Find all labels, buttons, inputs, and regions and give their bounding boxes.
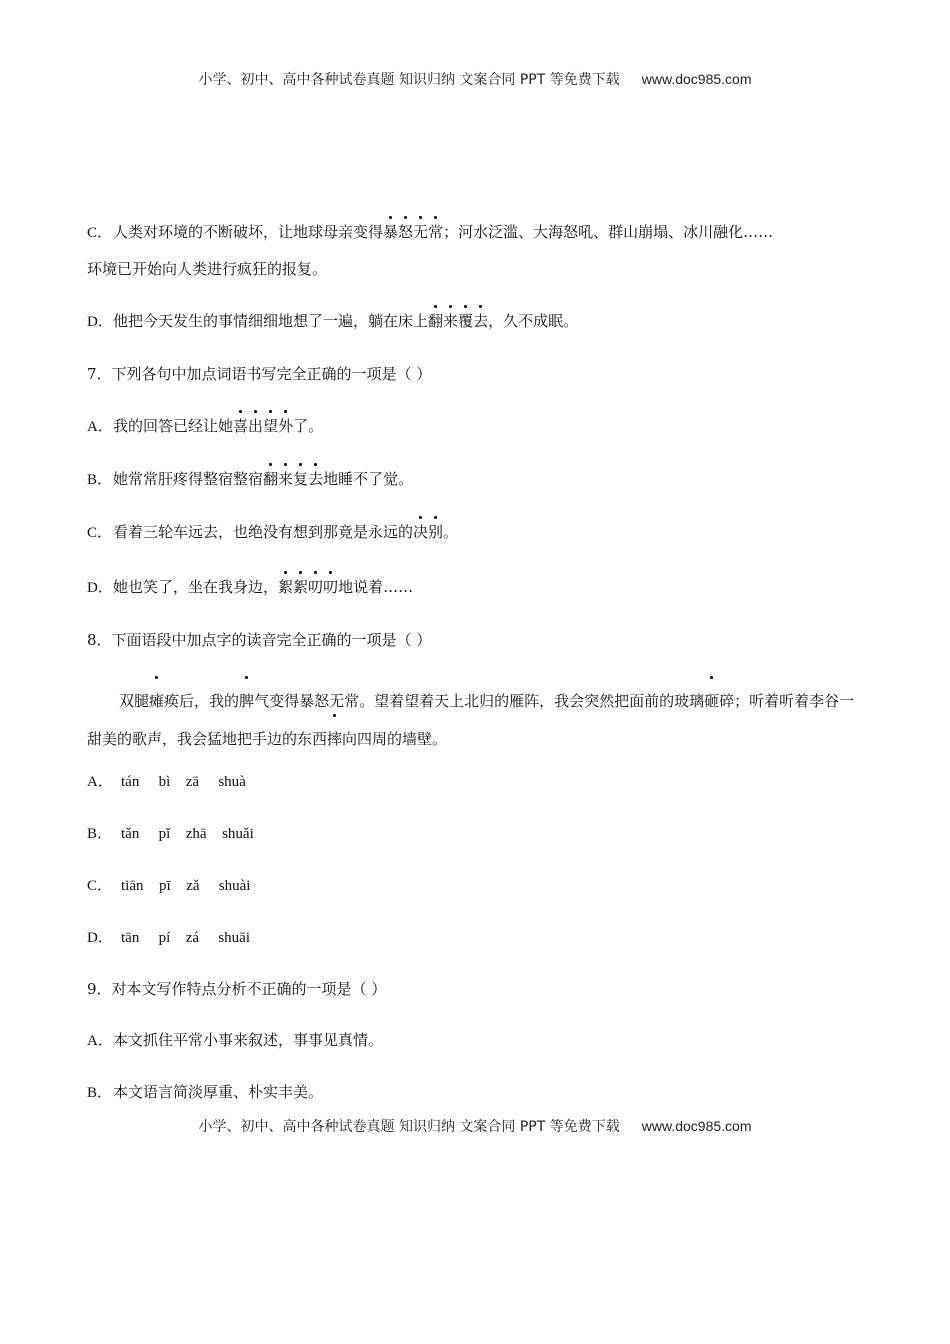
dotted-char: 叨 <box>308 578 324 596</box>
dotted-char: 瘫 <box>149 682 164 720</box>
dotted-char: 决 <box>413 523 429 541</box>
passage-text: 向四周的墙壁。 <box>342 730 448 748</box>
pinyin-reading: pī <box>159 878 171 894</box>
option-text: 本文抓住平常小事来叙述，事事见真情。 <box>113 1031 384 1049</box>
option-label: D． <box>87 314 113 330</box>
option-text: 她常常肝疼得整宿整宿 <box>113 470 264 488</box>
pinyin-reading: zǎ <box>186 878 200 894</box>
option-text: ；河水泛滥、大海怒吼、群山崩塌、冰川融化…… <box>443 223 774 241</box>
dotted-char: 无 <box>413 223 429 241</box>
dotted-char: 覆 <box>458 312 474 330</box>
passage-text: 痪后，我的 <box>164 692 240 710</box>
dotted-char: 怒 <box>398 223 414 241</box>
dotted-char: 去 <box>473 312 489 330</box>
pinyin-reading: pǐ <box>158 826 171 842</box>
option-text: 我的回答已经让她 <box>113 417 234 435</box>
option-text: ，久不成眠。 <box>488 312 579 330</box>
option-label: C． <box>87 525 113 541</box>
option-label: C． <box>87 878 113 894</box>
q7-option-b <box>87 469 413 490</box>
dotted-char: 翻 <box>263 470 279 488</box>
dotted-char: 外 <box>278 417 294 435</box>
pinyin-reading: zhā <box>185 826 207 842</box>
option-text: 看着三轮车远去，也绝没有想到那竟是永远的 <box>113 523 414 541</box>
option-label: B． <box>87 826 113 842</box>
q8-option-a <box>87 772 254 792</box>
option-label: B． <box>87 472 113 488</box>
q9-stem: 9．对本文写作特点分析不正确的一项是（ ） <box>87 980 387 998</box>
q6-option-c <box>87 222 773 243</box>
q8-option-c <box>87 876 258 896</box>
q7-option-d <box>87 577 413 598</box>
dotted-char: 絮 <box>278 578 294 596</box>
option-label: D． <box>87 580 113 596</box>
option-text: 地说着…… <box>338 578 414 596</box>
dotted-char: 出 <box>248 417 264 435</box>
pinyin-reading: pí <box>158 930 171 946</box>
q8-stem: 8．下面语段中加点字的读音完全正确的一项是（ ） <box>87 631 432 649</box>
q9-option-b <box>87 1082 323 1103</box>
q7-option-a <box>87 416 323 437</box>
option-text: 了。 <box>293 417 324 435</box>
header-text: 小学、初中、高中各种试卷真题 知识归纳 文案合同 PPT 等免费下载 <box>198 72 620 88</box>
option-label: A． <box>87 1033 113 1049</box>
q7-option-c <box>87 522 458 543</box>
option-text: 本文语言简淡厚重、朴实丰美。 <box>113 1083 324 1101</box>
pinyin-reading: bì <box>158 774 171 790</box>
q7-stem: 7．下列各句中加点词语书写完全正确的一项是（ ） <box>87 365 432 383</box>
dotted-char: 望 <box>263 417 279 435</box>
dotted-char: 暴 <box>383 223 399 241</box>
dotted-char: 脾 <box>239 682 254 720</box>
pinyin-reading: tǎn <box>121 826 140 842</box>
dotted-char: 去 <box>308 470 324 488</box>
dotted-char: 絮 <box>293 578 309 596</box>
passage-text: 气变得暴怒无常。望着望着天上北归的雁阵，我会突然把面前的玻璃 <box>254 692 705 710</box>
dotted-char: 摔 <box>327 720 342 758</box>
option-label: A． <box>87 419 113 435</box>
option-label: A． <box>87 774 113 790</box>
option-label: B． <box>87 1085 113 1101</box>
pinyin-reading: shuǎi <box>222 826 254 842</box>
option-label: D． <box>87 930 113 946</box>
pinyin-reading: zā <box>185 774 200 790</box>
option-text: 他把今天发生的事情细细地想了一遍，躺在床上 <box>113 312 429 330</box>
dotted-char: 砸 <box>704 682 719 720</box>
pinyin-reading: tán <box>121 774 140 790</box>
dotted-char: 常 <box>428 223 444 241</box>
q8-option-b <box>87 824 262 844</box>
dotted-char: 叨 <box>323 578 339 596</box>
page-footer <box>0 1116 950 1136</box>
dotted-char: 喜 <box>233 417 249 435</box>
page-header <box>0 69 950 89</box>
pinyin-reading: shuài <box>218 878 251 894</box>
q6-option-c-line2 <box>87 259 327 279</box>
option-text: 。 <box>443 523 459 541</box>
q8-option-d <box>87 928 258 948</box>
option-text: 地睡不了觉。 <box>323 470 414 488</box>
dotted-char: 来 <box>443 312 459 330</box>
pinyin-reading: tiān <box>121 878 144 894</box>
option-label: C． <box>87 225 113 241</box>
option-text: 人类对环境的不断破坏，让地球母亲变得 <box>113 223 384 241</box>
pinyin-reading: zá <box>185 930 200 946</box>
q6-option-d <box>87 311 578 332</box>
dotted-char: 来 <box>278 470 294 488</box>
passage-text: 双腿 <box>119 692 150 710</box>
pinyin-reading: shuāi <box>218 930 250 946</box>
q9-option-a <box>87 1030 383 1051</box>
option-text: 环境已开始向人类进行疯狂的报复。 <box>87 260 328 278</box>
pinyin-reading: shuà <box>218 774 246 790</box>
header-site-link[interactable]: www.doc985.com <box>641 71 752 87</box>
pinyin-reading: tān <box>121 930 140 946</box>
dotted-char: 翻 <box>428 312 444 330</box>
dotted-char: 复 <box>293 470 309 488</box>
dotted-char: 别 <box>428 523 444 541</box>
footer-site-link[interactable]: www.doc985.com <box>641 1118 752 1134</box>
footer-text: 小学、初中、高中各种试卷真题 知识归纳 文案合同 PPT 等免费下载 <box>198 1119 620 1135</box>
passage-text: 碎；听着听着李谷一甜美的歌声，我会猛地把手边的东西 <box>87 692 855 748</box>
option-text: 她也笑了，坐在我身边， <box>113 578 279 596</box>
q8-passage <box>87 682 863 758</box>
